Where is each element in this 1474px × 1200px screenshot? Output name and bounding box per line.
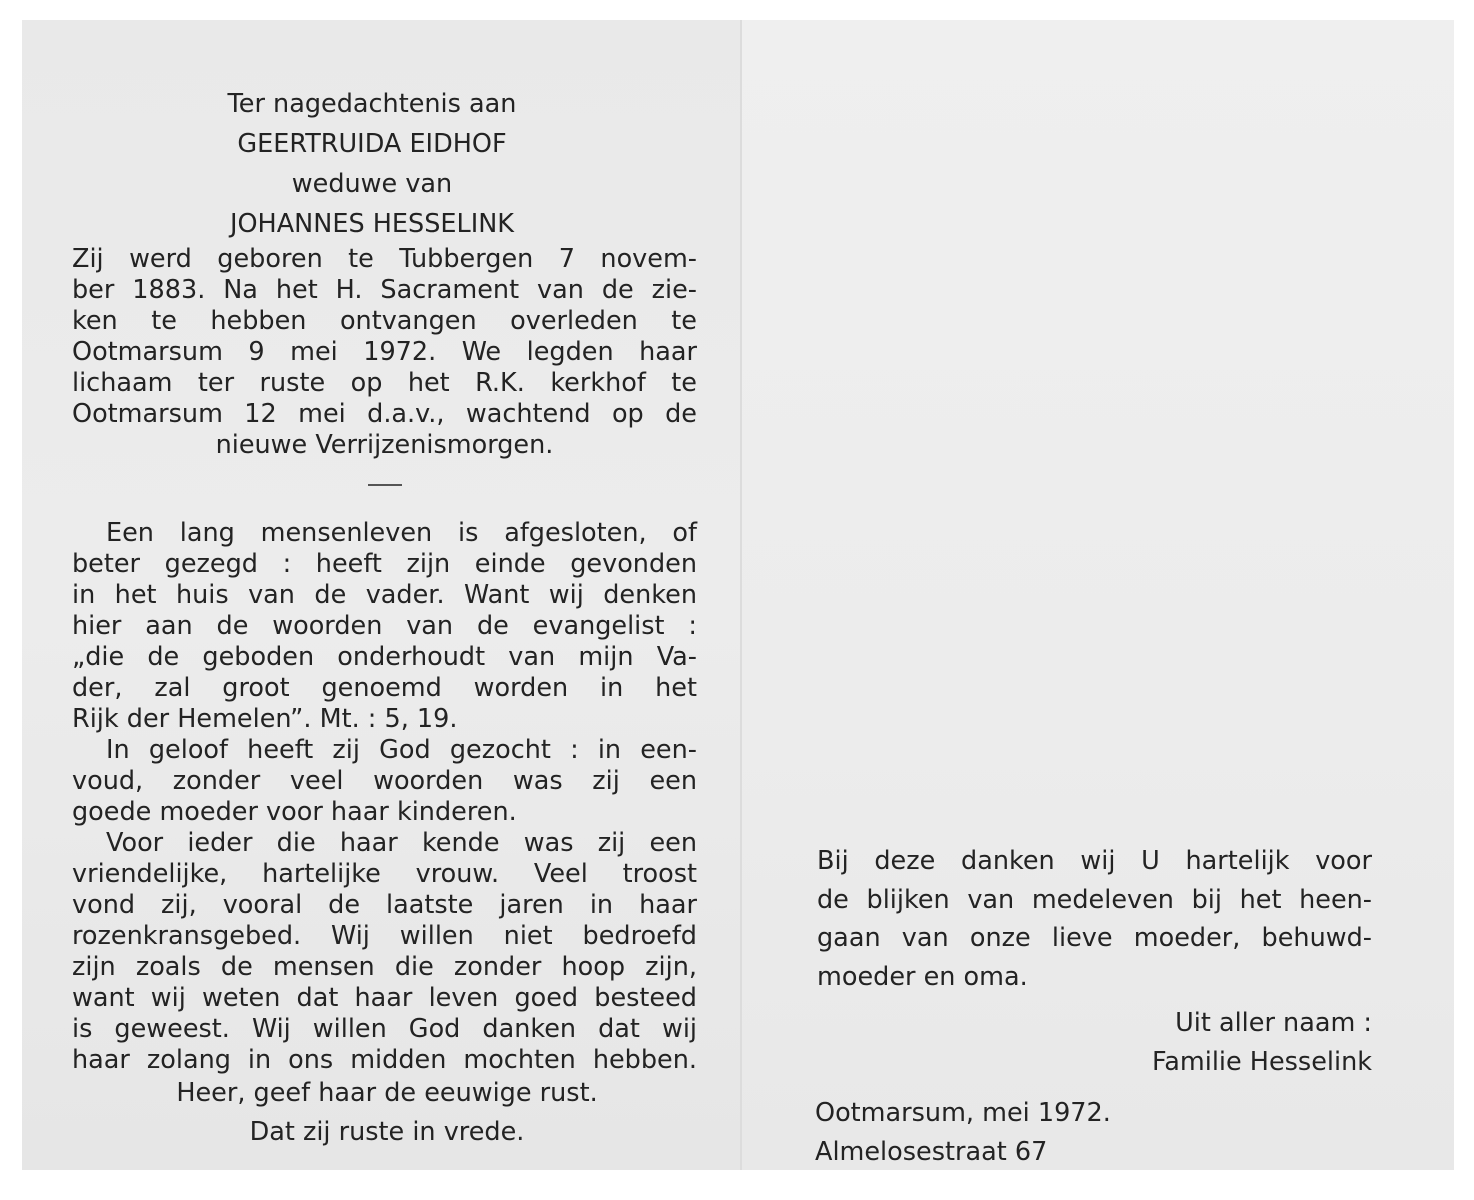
reflection-line: vriendelijke, hartelijke vrouw. Veel troost: [72, 859, 697, 889]
bio-line: ken te hebben ontvangen overleden te: [72, 306, 697, 336]
memorial-card: [22, 20, 1454, 1170]
place-date: Ootmarsum, mei 1972.: [815, 1098, 1111, 1128]
bio-line: nieuwe Verrijzenismorgen.: [215, 430, 554, 460]
section-divider: [368, 484, 402, 486]
heading-widow-of: weduwe van: [291, 169, 453, 199]
biography-paragraph: [72, 244, 697, 461]
reflection-line: der, zal groot genoemd worden in het: [72, 673, 697, 703]
street-address: Almelosestraat 67: [815, 1136, 1048, 1167]
bio-line: lichaam ter ruste op het R.K. kerkhof te: [72, 368, 697, 398]
reflection-line: want wij weten dat haar leven goed besteed: [72, 983, 697, 1013]
thanks-line: Bij deze danken wij U hartelijk voor: [817, 846, 1372, 876]
prayer-line: Heer, geef haar de eeuwige rust.: [176, 1078, 598, 1108]
signature-intro: Uit aller naam :: [1175, 1008, 1372, 1038]
reflection-line: beter gezegd : heeft zijn einde gevonden: [72, 549, 697, 579]
prayer-line: Dat zij ruste in vrede.: [249, 1117, 525, 1147]
reflection-line: Rijk der Hemelen”. Mt. : 5, 19.: [72, 704, 458, 734]
closing-prayer: [82, 1074, 692, 1152]
reflection-line: voud, zonder veel woorden was zij een: [72, 766, 697, 796]
card-fold: [740, 20, 742, 1170]
thanks-line: de blijken van medeleven bij het heen-: [817, 884, 1372, 915]
family-name: Familie Hesselink: [1151, 1046, 1372, 1077]
spouse-name: JOHANNES HESSELINK: [229, 209, 515, 239]
thanks-line: moeder en oma.: [817, 961, 1028, 992]
reflection-paragraph: [72, 518, 697, 1076]
reflection-line: zijn zoals de mensen die zonder hoop zijn,: [72, 952, 697, 982]
heading-intro: Ter nagedachtenis aan: [227, 89, 517, 119]
bio-line: Ootmarsum 12 mei d.a.v., wachtend op de: [72, 399, 697, 429]
thanks-line: gaan van onze lieve moeder, behuwd-: [817, 923, 1372, 953]
reflection-line: Een lang mensenleven is afgesloten, of: [106, 518, 697, 548]
reflection-line: In geloof heeft zij God gezocht : in een-: [106, 735, 697, 765]
bio-line: Zij werd geboren te Tubbergen 7 novem-: [72, 244, 697, 274]
deceased-name: GEERTRUIDA EIDHOF: [237, 129, 507, 159]
reflection-line: is geweest. Wij willen God danken dat wij: [72, 1014, 697, 1044]
reflection-line: hier aan de woorden van de evangelist :: [72, 611, 697, 641]
reflection-line: haar zolang in ons midden mochten hebben.: [72, 1045, 697, 1075]
thank-you-paragraph: [817, 842, 1372, 996]
place-and-address: [815, 1094, 1215, 1171]
reflection-line: Voor ieder die haar kende was zij een: [106, 828, 697, 858]
reflection-line: goede moeder voor haar kinderen.: [72, 797, 517, 827]
bio-line: ber 1883. Na het H. Sacrament van de zie-: [72, 275, 697, 305]
reflection-line: in het huis van de vader. Want wij denken: [72, 580, 697, 610]
reflection-line: rozenkransgebed. Wij willen niet bedroefd: [72, 921, 697, 951]
reflection-line: „die de geboden onderhoudt van mijn Va-: [72, 642, 697, 672]
family-signature: [817, 1004, 1372, 1081]
memorial-heading: [82, 84, 662, 244]
right-panel: [740, 20, 1454, 1170]
bio-line: Ootmarsum 9 mei 1972. We legden haar: [72, 337, 697, 367]
reflection-line: vond zij, vooral de laatste jaren in haar: [72, 890, 697, 920]
